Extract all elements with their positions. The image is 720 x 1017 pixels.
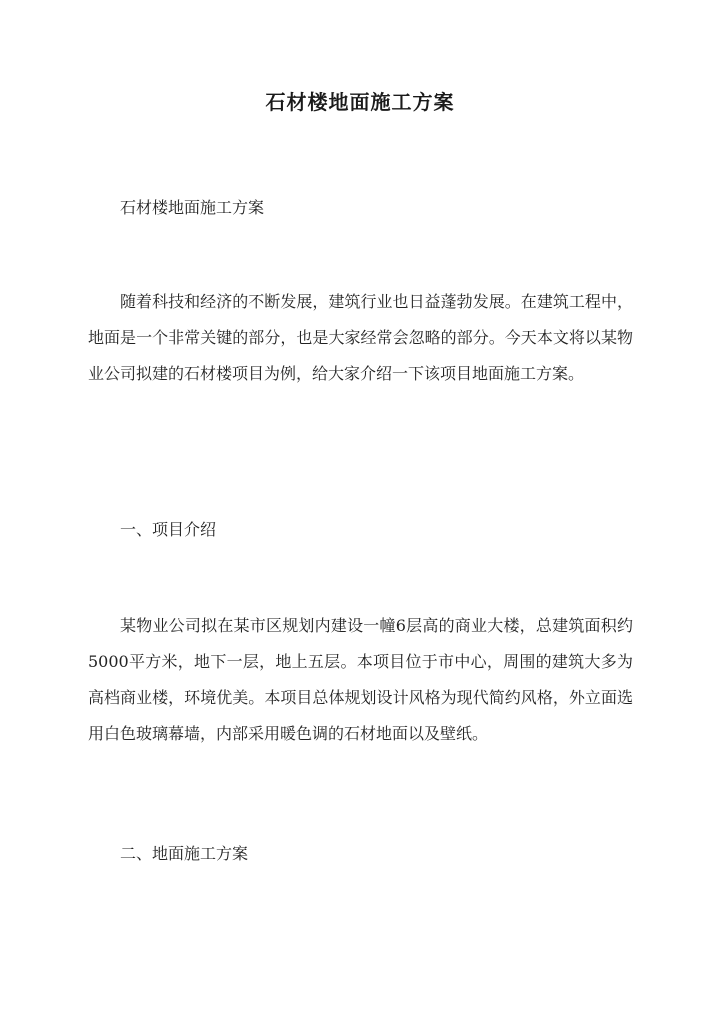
project-intro-paragraph: 某物业公司拟在某市区规划内建设一幢6层高的商业大楼，总建筑面积约5000平方米，地下一层，地上五层。本项目位于市中心，周围的建筑大多为高档商业楼，环境优美。本项目总体规划设计风格为现代简约风格，外立面选用白色玻璃幕墙，内部采用暖色调的石材地面以及壁纸。 <box>88 616 633 743</box>
section-heading-floor-plan: 二、地面施工方案 <box>120 844 249 863</box>
section-heading-project-intro: 一、项目介绍 <box>120 520 217 539</box>
document-title: 石材楼地面施工方案 <box>265 90 455 114</box>
document-subtitle: 石材楼地面施工方案 <box>120 198 265 217</box>
intro-paragraph: 随着科技和经济的不断发展，建筑行业也日益蓬勃发展。在建筑工程中，地面是一个非常关键的部分，也是大家经常会忽略的部分。今天本文将以某物业公司拟建的石材楼项目为例，给大家介绍一下该项目地面施工方案。 <box>88 292 633 383</box>
